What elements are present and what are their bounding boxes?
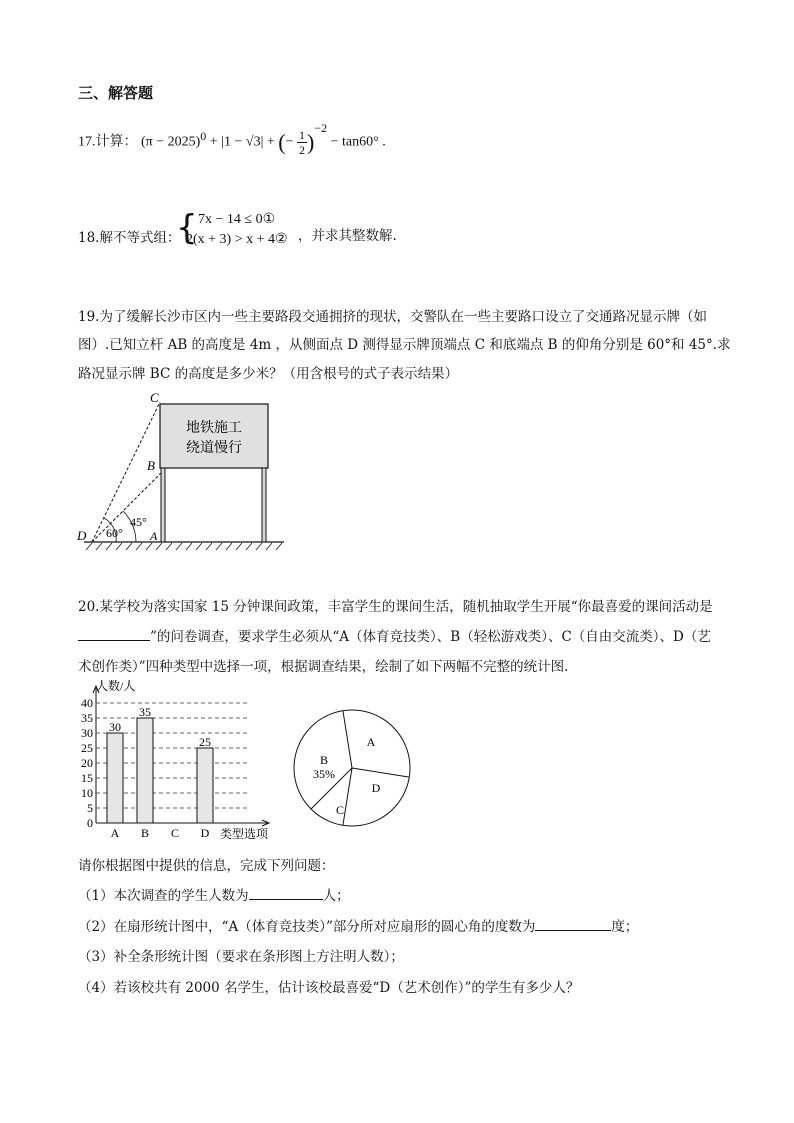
q20-line3: 术创作类）”四种类型中选择一项，根据调查结果，绘制了如下两幅不完整的统计图.	[78, 659, 569, 675]
angle-45-label: 45°	[130, 515, 147, 529]
q20-sub2	[78, 915, 638, 935]
q18-tail: ，并求其整数解.	[298, 228, 397, 244]
bar-y-tick-label: 20	[81, 756, 93, 770]
q20-line2	[78, 625, 711, 645]
bar-y-tick-label: 15	[81, 771, 93, 785]
angle-60-label: 60°	[106, 526, 123, 540]
question-17	[78, 121, 386, 157]
bar-category-label-C: C	[170, 826, 180, 840]
bar-chart	[70, 676, 285, 844]
section-title: 三、解答题	[78, 84, 154, 102]
q19-line3: 路况显示牌 BC 的高度是多少米？（用含根号的式子表示结果）	[78, 366, 459, 382]
bar-value-label-D: 25	[199, 735, 211, 749]
q17-tail: − tan60°	[330, 134, 379, 150]
q17-frac-sign: −	[285, 134, 294, 150]
bar-y-tick-label: 10	[81, 786, 93, 800]
q17-abs: |1 − √3|	[221, 134, 264, 150]
q18-ineq1: 7x − 14 ≤ 0①	[198, 212, 276, 227]
pie-label-C: C	[335, 803, 345, 817]
q17-frac-open: (	[278, 129, 286, 155]
bar-chart-ylabel: 人数/人	[96, 679, 136, 693]
q17-pi-part: (π − 2025)	[141, 134, 201, 150]
pie-chart	[288, 704, 418, 834]
q17-frac-close: )	[307, 129, 315, 155]
pole-right	[262, 468, 266, 542]
bar-chart-xlabel: 类型选项	[220, 827, 269, 841]
bar-y-tick-label: 30	[81, 726, 93, 740]
q20-text1: 某学校为落实国家 15 分钟课间政策，丰富学生的课间生活，随机抽取学生开展“你最喜爱的课间活动是	[99, 599, 713, 615]
ground-hatch	[86, 543, 282, 550]
pie-label-A: A	[366, 735, 376, 749]
q18-number: 18.	[78, 230, 100, 246]
q19-line1	[78, 305, 707, 325]
q17-frac-den: 2	[299, 143, 306, 157]
label-C: C	[150, 392, 159, 405]
bar-B	[137, 718, 153, 823]
bar-D	[197, 748, 213, 823]
q20-prompt: 请你根据图中提供的信息，完成下列问题：	[78, 858, 335, 874]
brace-icon: {	[176, 208, 198, 248]
q20-text2: ”的问卷调查，要求学生必须从“A（体育竞技类）、B（轻松游戏类）、C（自由交流类）、D（艺	[150, 629, 711, 645]
bar-y-tick-label: 5	[87, 801, 93, 815]
bar-value-label-B: 35	[139, 705, 151, 719]
label-A: A	[150, 529, 158, 543]
pole-AB	[161, 468, 165, 542]
q17-fraction	[297, 128, 307, 157]
bar-y-tick-label: 40	[81, 696, 93, 710]
q20-sub1	[78, 884, 350, 904]
q17-frac-exp: −2	[314, 121, 328, 136]
q18-ineq2: 2(x + 3) > x + 4②	[186, 232, 288, 247]
q17-plus1: +	[209, 134, 218, 150]
q20-sub2-a: （2）在扇形统计图中，“A（体育竞技类）”部分所对应扇形的圆心角的度数为	[78, 919, 536, 935]
q18-lead: 解不等式组：	[99, 230, 181, 246]
bar-y-tick-label: 0	[87, 816, 93, 830]
q20-sub1-b: 人；	[322, 888, 350, 904]
q17-number: 17.	[78, 134, 96, 150]
q20-line1	[78, 595, 713, 615]
bar-y-tick-label: 35	[81, 711, 93, 725]
bar-value-label-A: 30	[109, 720, 121, 734]
bar-category-label-B: B	[140, 826, 150, 840]
q17-lead: 计算：	[95, 134, 138, 150]
q20-number: 20.	[78, 599, 100, 615]
q20-sub2-blank	[535, 916, 611, 931]
sign-board	[160, 404, 268, 468]
q17-frac-num: 1	[299, 128, 306, 142]
bar-category-label-A: A	[110, 826, 120, 840]
q20-sub3: （3）补全条形统计图（要求在条形图上方注明人数）；	[78, 949, 404, 965]
bar-category-label-D: D	[200, 826, 210, 840]
q17-pi-exp: 0	[200, 129, 207, 144]
q20-sub2-b: 度；	[611, 919, 639, 935]
q19-text1: 为了缓解长沙市区内一些主要路段交通拥挤的现状，交警队在一些主要路口设立了交通路况显示牌（如	[99, 309, 707, 325]
pie-label-B-percent: 35%	[313, 767, 335, 781]
q17-plus2: +	[266, 134, 275, 150]
q17-end: .	[382, 134, 386, 150]
label-D: D	[77, 528, 87, 543]
bar-A	[107, 733, 123, 823]
pie-label-B: B	[319, 753, 329, 767]
q20-sub4: （4）若该校共有 2000 名学生，估计该校最喜爱“D（艺术创作）”的学生有多少人？	[78, 980, 580, 996]
q19-number: 19.	[78, 309, 100, 325]
sign-line1: 地铁施工	[186, 421, 242, 436]
pie-label-D: D	[371, 781, 381, 795]
question-18-lead	[78, 226, 180, 246]
q20-sub1-a: （1）本次调查的学生人数为	[78, 888, 249, 904]
sign-line2: 绕道慢行	[186, 441, 242, 456]
q20-sub1-blank	[249, 885, 323, 900]
label-B: B	[147, 458, 155, 473]
q20-blank	[78, 626, 150, 641]
q19-line2: 图）.已知立杆 AB 的高度是 4m ，从侧面点 D 测得显示牌顶端点 C 和底端点 B 的仰角分别是 60°和 45°.求	[78, 337, 731, 353]
q19-figure	[74, 392, 289, 552]
bar-y-tick-label: 25	[81, 741, 93, 755]
